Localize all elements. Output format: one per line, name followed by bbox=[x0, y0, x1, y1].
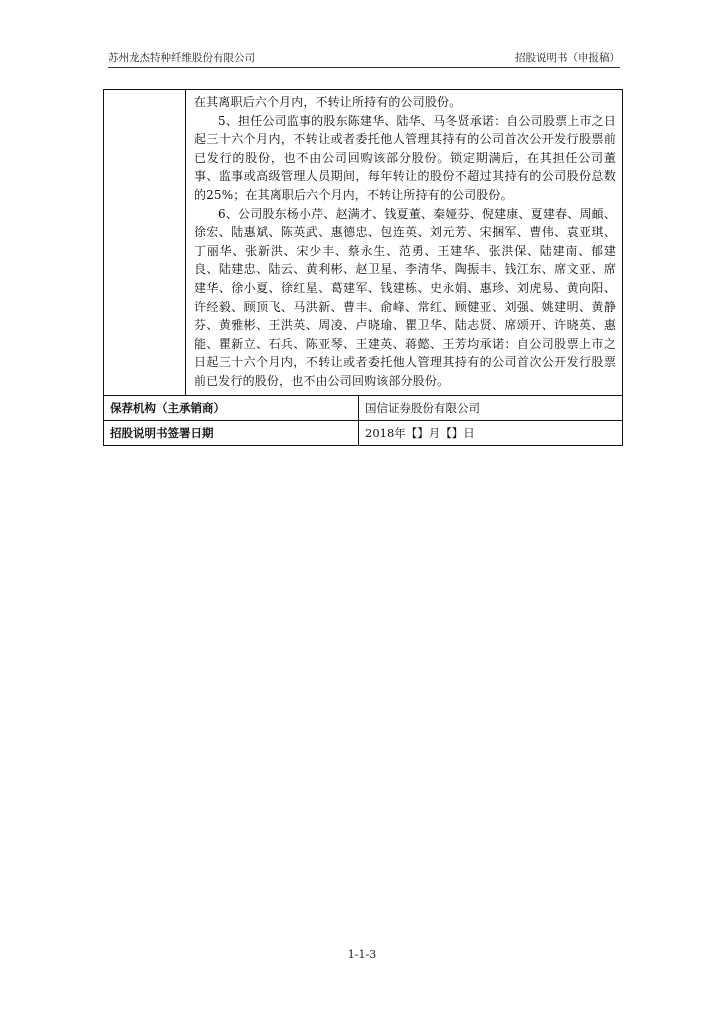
sponsor-row bbox=[104, 395, 623, 420]
header-divider bbox=[108, 67, 620, 68]
page-header bbox=[108, 50, 620, 66]
sign-date-label: 招股说明书签署日期 bbox=[104, 420, 359, 445]
page-number: 1-1-3 bbox=[347, 948, 377, 961]
share-lockup-commitments bbox=[186, 90, 623, 396]
share-lockup-label-cell bbox=[104, 90, 186, 396]
commitment-paragraph: 在其离职后六个月内，不转让所持有的公司股份。 bbox=[194, 95, 462, 109]
header-document-type: 招股说明书（申报稿） bbox=[515, 52, 620, 64]
sponsor-value: 国信证券股份有限公司 bbox=[359, 395, 623, 420]
commitment-paragraph: 5、担任公司监事的股东陈建华、陆华、马冬贤承诺：自公司股票上市之日起三十六个月内，不转让或者委托他人管理其持有的公司首次公开发行股票前已发行的股份，也不由公司回购该部分股份。锁定期满后，在其担任公司董事、监事或高级管理人员期间，每年转让的股份不超过其持有的公司股份总数的25%；在其离职后六个月内，不转让所持有的公司股份。 bbox=[194, 113, 616, 202]
sign-date-value: 2018年【】月【】日 bbox=[359, 420, 623, 445]
sponsor-label: 保荐机构（主承销商） bbox=[104, 395, 359, 420]
share-lockup-row bbox=[104, 90, 623, 396]
commitment-paragraph: 6、公司股东杨小芹、赵满才、钱夏董、秦娅芬、倪建康、夏建春、周頔、徐宏、陆惠斌、陈英武、惠德忠、包连英、刘元芳、宋捆军、曹伟、袁亚琪、丁丽华、张新洪、宋少丰、蔡永生、范勇、王建华、张洪保、陆建南、郁建良、陆建忠、陆云、黄利彬、赵卫星、李清华、陶振丰、钱江东、席文亚、席建华、徐小夏、徐红星、葛建军、钱建栋、史永娟、惠珍、刘虎易、黄向阳、许经毅、顾顶飞、马洪新、曹丰、俞峰、常红、顾健亚、刘强、姚建明、黄静芬、黄雅彬、王洪英、周凌、卢晓瑜、瞿卫华、陆志贤、席颂开、许晓英、惠能、瞿新立、石兵、陈亚琴、王建英、蒋懿、王芳均承诺：自公司股票上市之日起三十六个月内，不转让或者委托他人管理其持有的公司首次公开发行股票前已发行的股份，也不由公司回购该部分股份。 bbox=[194, 206, 616, 388]
sign-date-row bbox=[104, 420, 623, 445]
prospectus-summary-table bbox=[103, 89, 623, 446]
header-company-name: 苏州龙杰特种纤维股份有限公司 bbox=[108, 52, 255, 64]
